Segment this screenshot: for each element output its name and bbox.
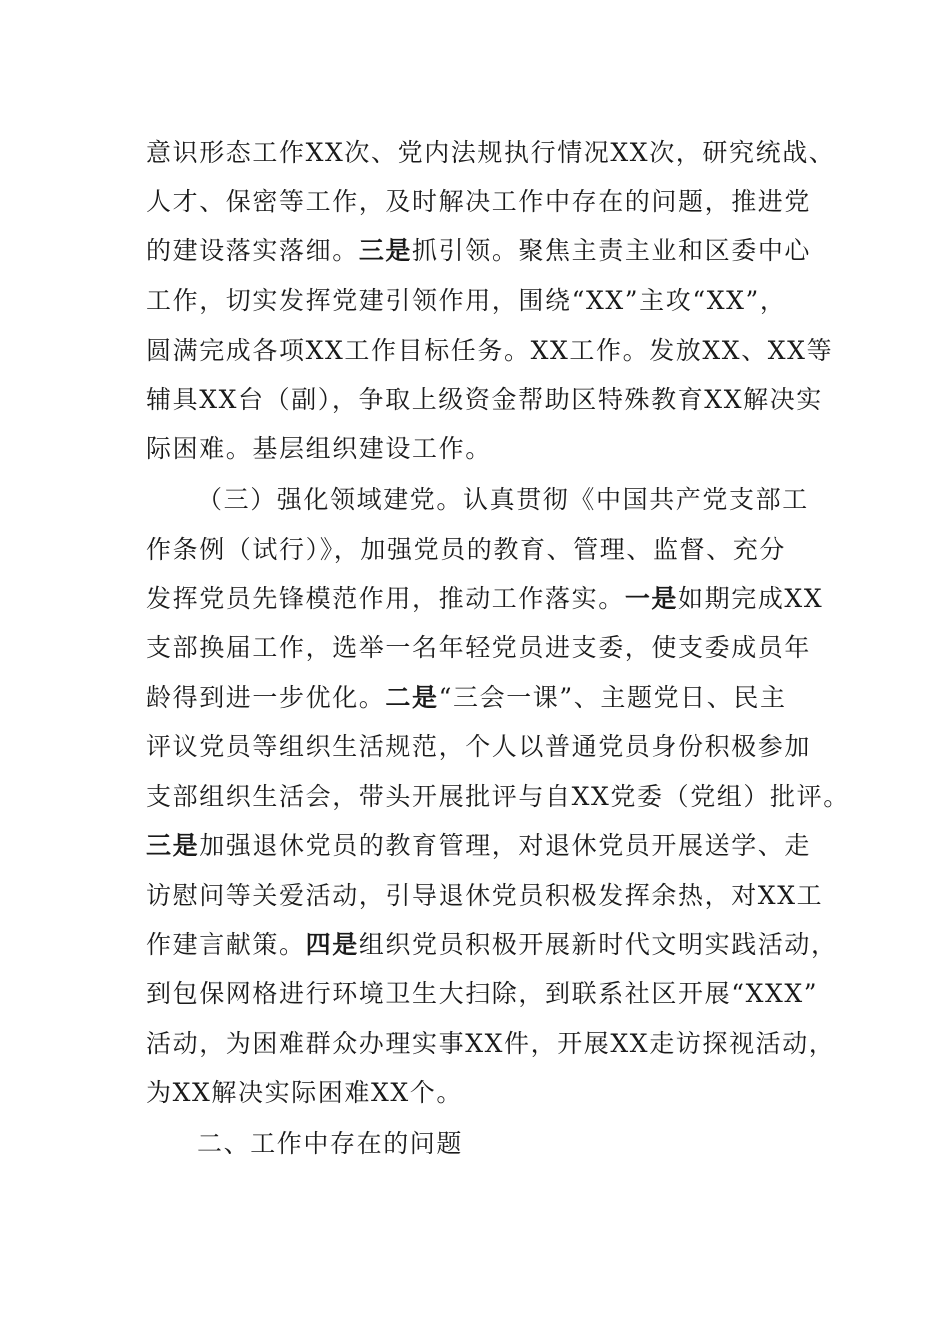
text-line: [146, 678, 816, 718]
text-line: [146, 429, 816, 469]
text-span: 的建设落实落细。: [146, 236, 359, 265]
text-line: [146, 727, 816, 767]
text-span: 访慰问等关爱活动，引导退休党员积极发挥余热，对XX工: [146, 881, 824, 910]
text-span: 圆满完成各项XX工作目标任务。XX工作。发放XX、XX等: [146, 336, 834, 365]
text-span: 作条例（试行）》，加强党员的教育、管理、监督、充分: [146, 535, 787, 564]
text-line: [146, 231, 816, 271]
text-span: 际困难。基层组织建设工作。: [146, 434, 492, 463]
text-span: （三）强化领域建党。认真贯彻《中国共产党支部工: [197, 485, 809, 514]
text-line: [146, 380, 823, 420]
text-line: [146, 133, 836, 173]
text-line: [146, 530, 816, 570]
text-line: [146, 826, 816, 866]
text-span: 组织党员积极开展新时代文明实践活动，: [358, 930, 838, 959]
bold-marker: 三是: [358, 236, 413, 265]
text-line: [146, 628, 816, 668]
text-span: 支部组织生活会，带头开展批评与自XX党委（党组）批评。: [146, 782, 850, 811]
text-line: [146, 331, 834, 371]
text-line: [146, 1024, 836, 1064]
text-span: 到包保网格进行环境卫生大扫除，到联系社区开展“XXX”: [146, 979, 819, 1008]
text-span: 工作，切实发挥党建引领作用，围绕“XX”主攻“XX”，: [146, 286, 787, 315]
text-line: [146, 1073, 816, 1113]
text-line: [146, 182, 816, 222]
text-span: 辅具XX台（副），争取上级资金帮助区特殊教育XX解决实: [146, 385, 823, 414]
text-span: 发挥党员先锋模范作用，推动工作落实。: [146, 584, 625, 613]
text-line: [146, 974, 819, 1014]
text-span: 作建言献策。: [146, 930, 306, 959]
text-line: [146, 777, 850, 817]
text-span: 如期完成XX: [678, 584, 824, 613]
text-span: 人才、保密等工作，及时解决工作中存在的问题，推进党: [146, 187, 812, 216]
bold-marker: 四是: [305, 930, 359, 959]
text-line: [146, 876, 824, 916]
bold-marker: 一是: [624, 584, 679, 613]
text-span: 抓引领。聚焦主责主业和区委中心: [412, 236, 812, 265]
text-line: [146, 925, 838, 965]
text-line: [146, 579, 824, 619]
text-span: 活动，为困难群众办理实事XX件，开展XX走访探视活动，: [146, 1029, 836, 1058]
section-heading: [197, 1124, 867, 1164]
text-span: 意识形态工作XX次、党内法规执行情况XX次，研究统战、: [146, 138, 836, 167]
text-line: [146, 281, 816, 321]
bold-marker: 二是: [385, 683, 439, 712]
text-span: 龄得到进一步优化。: [146, 683, 386, 712]
text-span: 评议党员等组织生活规范，个人以普通党员身份积极参加: [146, 732, 812, 761]
text-span: “三会一课”、主题党日、民主: [438, 683, 787, 712]
text-line: [197, 480, 867, 520]
text-span: 加强退休党员的教育管理，对退休党员开展送学、走: [199, 831, 812, 860]
bold-marker: 三是: [146, 831, 200, 860]
text-span: 为XX解决实际困难XX个。: [146, 1078, 463, 1107]
text-span: 支部换届工作，选举一名年轻党员进支委，使支委成员年: [146, 633, 812, 662]
heading-text: 二、工作中存在的问题: [197, 1129, 464, 1158]
